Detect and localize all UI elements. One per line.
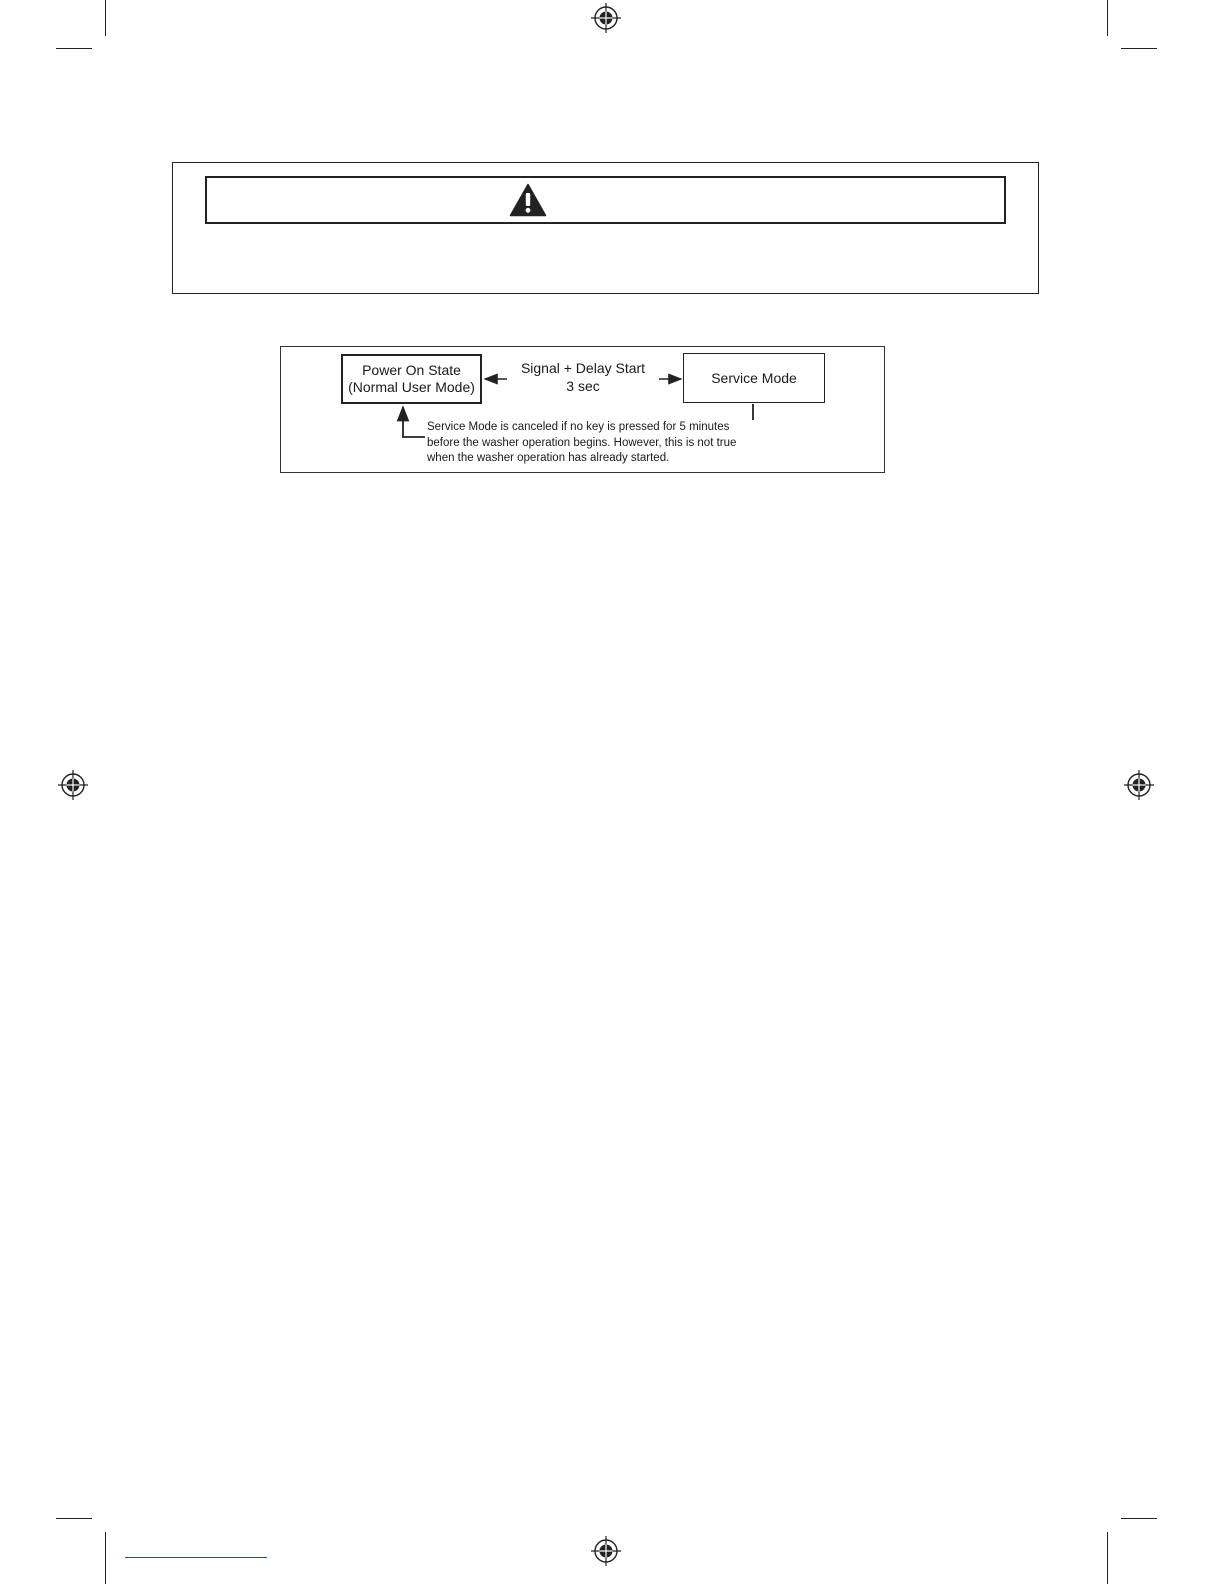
crop-mark-top-right-vertical: [1107, 0, 1108, 36]
transition-label-keys: Signal + Delay Start: [520, 360, 646, 376]
service-mode-box: [683, 353, 825, 403]
crop-mark-bottom-left-horizontal: [56, 1518, 92, 1519]
registration-mark-icon: [58, 770, 88, 800]
timeout-note: [425, 420, 759, 467]
registration-mark-icon: [591, 1536, 621, 1566]
power-on-state-box: [341, 354, 482, 404]
crop-mark-top-left-vertical: [105, 0, 106, 36]
power-on-state-subtitle: (Normal User Mode): [348, 379, 475, 395]
crop-mark-bottom-right-horizontal: [1121, 1518, 1157, 1519]
registration-mark-icon: [591, 3, 621, 33]
footer-link-underline[interactable]: [125, 1557, 267, 1558]
warning-triangle-icon: [509, 183, 547, 217]
power-on-state-title: Power On State: [362, 362, 461, 378]
crop-mark-bottom-right-vertical: [1107, 1532, 1108, 1584]
crop-mark-bottom-left-vertical: [105, 1532, 106, 1584]
caution-header-bar: [205, 176, 1006, 224]
timeout-note-line: when the washer operation has already started.: [427, 452, 670, 464]
service-mode-label: Service Mode: [711, 369, 797, 386]
service-mode-diagram: [280, 346, 885, 473]
timeout-note-line: Service Mode is canceled if no key is pressed for 5 minutes: [427, 421, 730, 433]
crop-mark-top-right-horizontal: [1121, 48, 1157, 49]
transition-label: [509, 359, 657, 395]
transition-label-duration: 3 sec: [566, 378, 600, 394]
registration-mark-icon: [1124, 770, 1154, 800]
crop-mark-top-left-horizontal: [56, 48, 92, 49]
caution-panel: [172, 162, 1039, 294]
timeout-note-line: before the washer operation begins. However, this is not true: [427, 436, 737, 449]
